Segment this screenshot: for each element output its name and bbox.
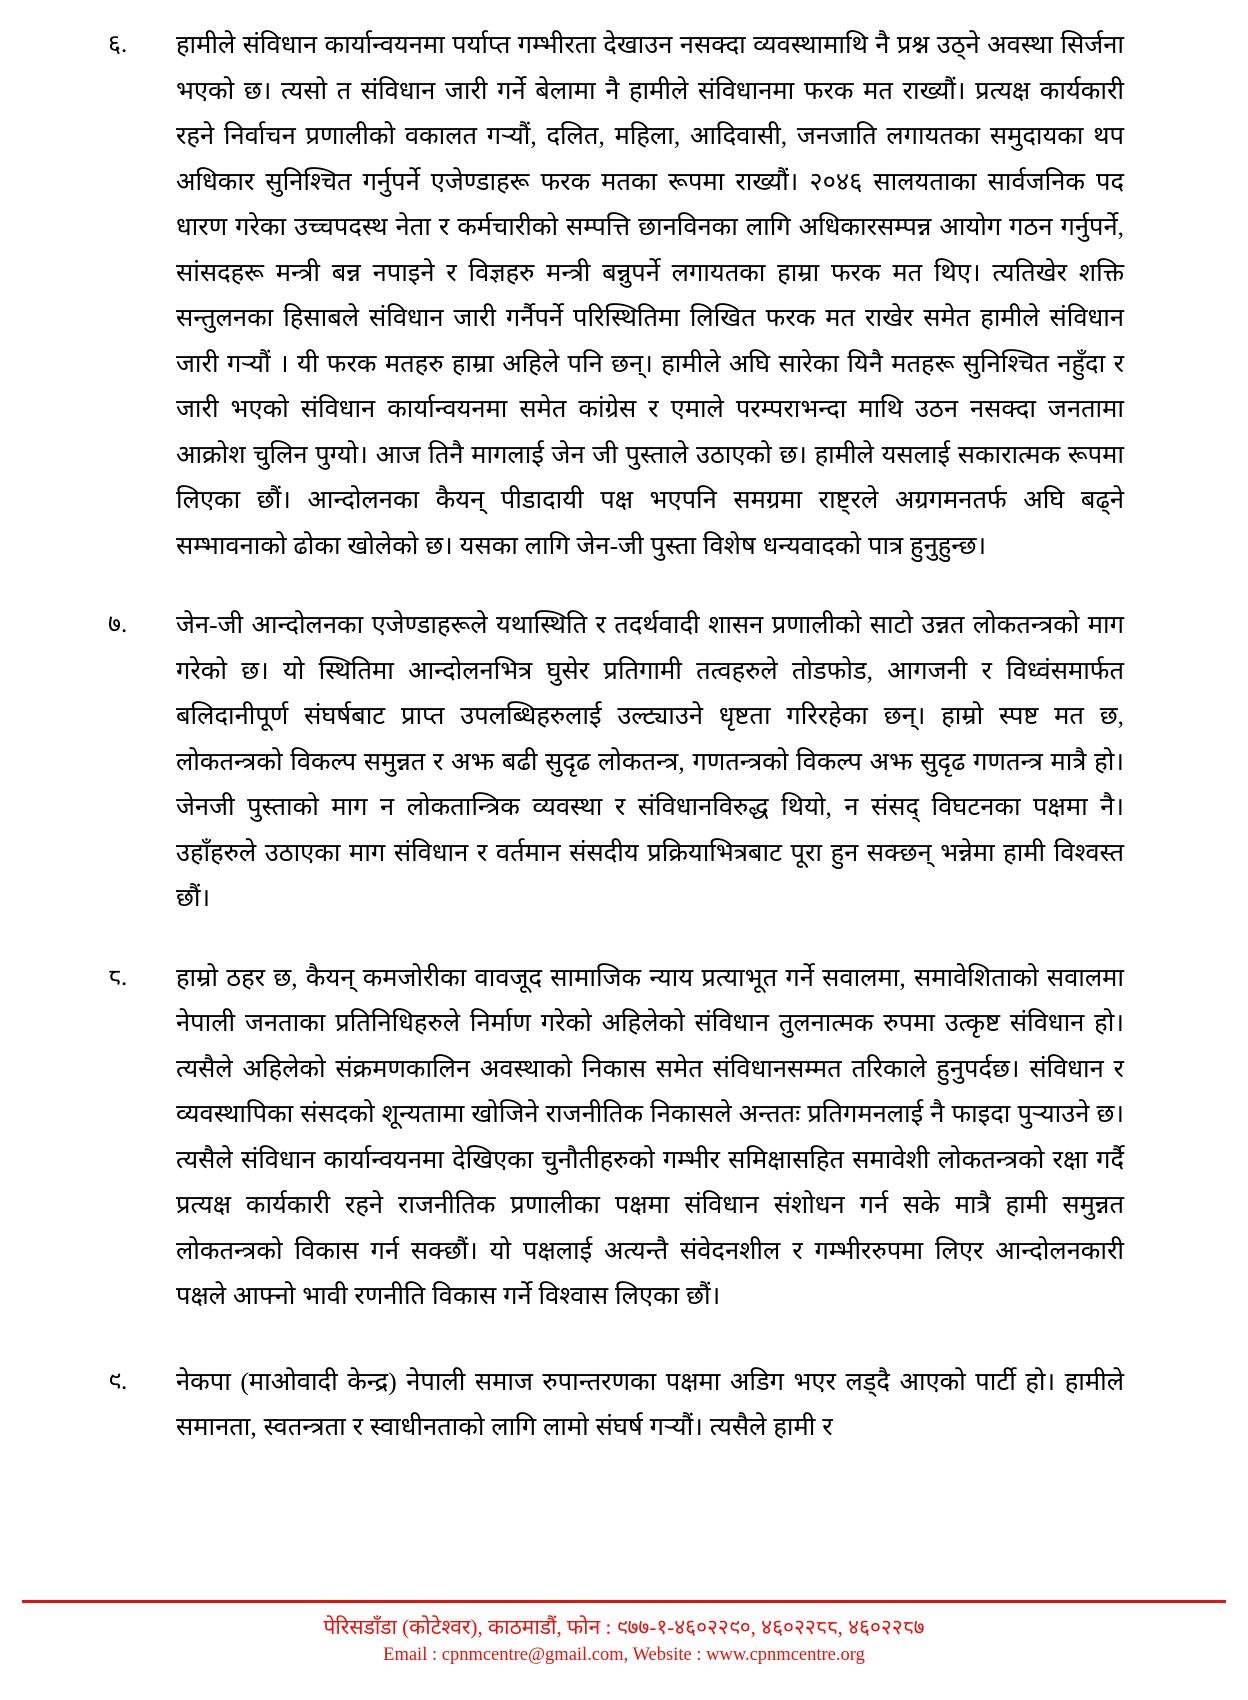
footer-email-website: Email : cpnmcentre@gmail.com, Website : www.cpnmcentre.org: [383, 1645, 865, 1665]
page-footer: [0, 1612, 1248, 1669]
footer-address-phone: पेरिसडाँडा (कोटेश्वर), काठमाडौं, फोन : ९७७-१-४६०२२९०, ४६०२२८८, ४६०२२८७: [323, 1615, 925, 1639]
paragraph-text: नेकपा (माओवादी केन्द्र) नेपाली समाज रुपान्तरणका पक्षमा अडिग भएर लड्दै आएको पार्टी हो। हामीले समानता, स्वतन्त्रता र स्वाधीनताको लागि लामो संघर्ष गऱ्यौं। त्यसैले हामी र: [176, 1366, 1124, 1441]
paragraph-number: ९.: [108, 1367, 128, 1395]
paragraph-8: [104, 955, 1124, 1319]
paragraph-9: [104, 1359, 1124, 1450]
paragraph-text: हामीले संविधान कार्यान्वयनमा पर्याप्त गम्भीरता देखाउन नसक्दा व्यवस्थामाथि नै प्रश्न उठ्ने अवस्था सिर्जना भएको छ। त्यसो त संविधान जारी गर्ने बेलामा नै हामीले संविधानमा फरक मत राख्यौं। प्रत्यक्ष कार्यकारी रहने निर्वाचन प्रणालीको वकालत गर्‍यौं, दलित, महिला, आदिवासी, जनजाति लगायतका समुदायका थप अधिकार सुनिश्चित गर्नुपर्ने एजेण्डाहरू फरक मतका रूपमा राख्यौं। २०४६ सालयताका सार्वजनिक पद धारण गरेका उच्चपदस्थ नेता र कर्मचारीको सम्पत्ति छानविनका लागि अधिकारसम्पन्न आयोग गठन गर्नुपर्ने, सांसदहरू मन्त्री बन्न नपाइने र विज्ञहरु मन्त्री बन्नुपर्ने लगायतका हाम्रा फरक मत थिए। त्यतिखेर शक्ति सन्तुलनका हिसाबले संविधान जारी गर्नैपर्ने परिस्थितिमा लिखित फरक मत राखेर समेत हामीले संविधान जारी गर्‍यौं । यी फरक मतहरु हाम्रा अहिले पनि छन्। हामीले अघि सारेका यिनै मतहरू सुनिश्चित नहुँदा र जारी भएको संविधान कार्यान्वयनमा समेत कांग्रेस र एमाले परम्पराभन्दा माथि उठन नसक्दा जनतामा आक्रोश चुलिन पुग्यो। आज तिनै मागलाई जेन जी पुस्ताले उठाएको छ। हामीले यसलाई सकारात्मक रूपमा लिएका छौं। आन्दोलनका कैयन् पीडादायी पक्ष भएपनि समग्रमा राष्ट्रले अग्रगमनतर्फ अघि बढ्ने सम्भावनाको ढोका खोलेको छ। यसका लागि जेन-जी पुस्ता विशेष धन्यवादको पात्र हुनुहुन्छ।: [176, 30, 1125, 560]
paragraph-number: ७.: [108, 611, 128, 638]
document-body: [104, 22, 1124, 1450]
paragraph-text: जेन-जी आन्दोलनका एजेण्डाहरूले यथास्थिति र तदर्थवादी शासन प्रणालीको साटो उन्नत लोकतन्त्रको माग गरेको छ। यो स्थितिमा आन्दोलनभित्र घुसेर प्रतिगामी तत्वहरुले तोडफोड, आगजनी र विध्वंसमार्फत बलिदानीपूर्ण संघर्षबाट प्राप्त उपलब्धिहरुलाई उल्ट्याउने धृष्टता गरिरहेका छन्। हाम्रो स्पष्ट मत छ, लोकतन्त्रको विकल्प समुन्नत र अझ बढी सुदृढ लोकतन्त्र, गणतन्त्रको विकल्प अझ सुदृढ गणतन्त्र मात्रै हो। जेनजी पुस्ताको माग न लोकतान्त्रिक व्यवस्था र संविधानविरुद्ध थियो, न संसद् विघटनका पक्षमा नै। उहाँहरुले उठाएका माग संविधान र वर्तमान संसदीय प्रक्रियाभित्रबाट पूरा हुन सक्छन् भन्नेमा हामी विश्वस्त छौं।: [176, 610, 1124, 912]
paragraph-number: ६.: [108, 31, 128, 58]
paragraph-text: हाम्रो ठहर छ, कैयन् कमजोरीका वावजूद सामाजिक न्याय प्रत्याभूत गर्ने सवालमा, समावेशिताको सवालमा नेपाली जनताका प्रतिनिधिहरुले निर्माण गरेको अहिलेको संविधान तुलनात्मक रुपमा उत्कृष्ट संविधान हो। त्यसैले अहिलेको संक्रमणकालिन अवस्थाको निकास समेत संविधानसम्मत तरिकाले हुनुपर्दछ। संविधान र व्यवस्थापिका संसदको शून्यतामा खोजिने राजनीतिक निकासले अन्ततः प्रतिगमनलाई नै फाइदा पुऱ्याउने छ। त्यसैले संविधान कार्यान्वयनमा देखिएका चुनौतीहरुको गम्भीर समिक्षासहित समावेशी लोकतन्त्रको रक्षा गर्दै प्रत्यक्ष कार्यकारी रहने राजनीतिक प्रणालीका पक्षमा संविधान संशोधन गर्न सके मात्रै हामी समुन्नत लोकतन्त्रको विकास गर्न सक्छौं। यो पक्षलाई अत्यन्तै संवेदनशील र गम्भीररुपमा लिएर आन्दोलनकारी पक्षले आफ्नो भावी रणनीति विकास गर्ने विश्वास लिएका छौं।: [176, 962, 1124, 1310]
paragraph-7: [104, 602, 1124, 921]
paragraph-number: ८.: [108, 963, 128, 991]
paragraph-6: [104, 22, 1124, 568]
footer-divider: [22, 1600, 1226, 1603]
